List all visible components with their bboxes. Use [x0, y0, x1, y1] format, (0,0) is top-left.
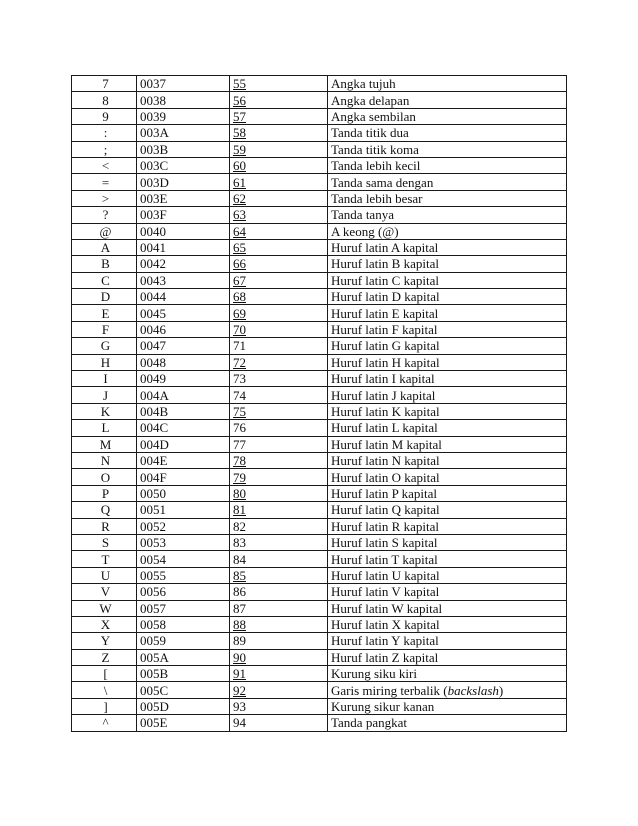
decimal-code-link[interactable]: 91: [233, 666, 246, 682]
decimal-code-cell: [230, 76, 328, 92]
table-row: [72, 272, 567, 288]
decimal-code-link[interactable]: 67: [233, 272, 246, 288]
table-row: [72, 141, 567, 157]
character-cell: ]: [72, 698, 137, 714]
description-text: Tanda sama dengan: [331, 174, 434, 190]
description-cell: [328, 715, 567, 731]
hex-code-cell: 005C: [137, 682, 230, 698]
decimal-code-cell: [230, 272, 328, 288]
description-cell: [328, 567, 567, 583]
character-cell: J: [72, 387, 137, 403]
description-cell: [328, 125, 567, 141]
decimal-code-text: 77: [233, 436, 246, 452]
table-row: [72, 190, 567, 206]
description-text: Huruf latin U kapital: [331, 567, 440, 583]
character-cell: F: [72, 321, 137, 337]
hex-code-cell: 003F: [137, 207, 230, 223]
hex-code-cell: 0059: [137, 633, 230, 649]
table-row: [72, 338, 567, 354]
character-cell: @: [72, 223, 137, 239]
table-row: [72, 289, 567, 305]
table-row: [72, 174, 567, 190]
decimal-code-link[interactable]: 79: [233, 469, 246, 485]
decimal-code-link[interactable]: 85: [233, 567, 246, 583]
table-row: [72, 534, 567, 550]
decimal-code-link[interactable]: 81: [233, 502, 246, 518]
description-cell: [328, 321, 567, 337]
character-cell: \: [72, 682, 137, 698]
description-cell: [328, 551, 567, 567]
character-cell: P: [72, 485, 137, 501]
description-cell: [328, 403, 567, 419]
hex-code-cell: 003E: [137, 190, 230, 206]
decimal-code-cell: [230, 321, 328, 337]
table-row: [72, 502, 567, 518]
character-cell: ^: [72, 715, 137, 731]
decimal-code-link[interactable]: 92: [233, 682, 246, 698]
table-row: [72, 239, 567, 255]
decimal-code-cell: [230, 436, 328, 452]
character-cell: T: [72, 551, 137, 567]
decimal-code-cell: [230, 600, 328, 616]
description-cell: [328, 305, 567, 321]
description-cell: [328, 502, 567, 518]
ascii-code-table: [71, 75, 567, 732]
decimal-code-link[interactable]: 66: [233, 256, 246, 272]
character-cell: ?: [72, 207, 137, 223]
table-row: [72, 633, 567, 649]
decimal-code-cell: [230, 715, 328, 731]
table-row: [72, 518, 567, 534]
description-cell: [328, 92, 567, 108]
table-row: [72, 698, 567, 714]
description-cell: [328, 436, 567, 452]
decimal-code-cell: [230, 567, 328, 583]
description-text: Huruf latin J kapital: [331, 387, 436, 403]
description-text: Huruf latin N kapital: [331, 453, 440, 469]
decimal-code-link[interactable]: 69: [233, 305, 246, 321]
decimal-code-text: 73: [233, 371, 246, 387]
description-text: Huruf latin T kapital: [331, 551, 438, 567]
hex-code-cell: 0040: [137, 223, 230, 239]
description-text: Angka delapan: [331, 92, 410, 108]
decimal-code-cell: [230, 223, 328, 239]
character-cell: 7: [72, 76, 137, 92]
hex-code-cell: 0039: [137, 108, 230, 124]
description-text: Huruf latin O kapital: [331, 469, 440, 485]
hex-code-cell: 0051: [137, 502, 230, 518]
character-cell: C: [72, 272, 137, 288]
description-cell: [328, 272, 567, 288]
description-cell: [328, 223, 567, 239]
description-cell: [328, 534, 567, 550]
description-text: Huruf latin G kapital: [331, 338, 440, 354]
hex-code-cell: 004E: [137, 452, 230, 468]
hex-code-cell: 003D: [137, 174, 230, 190]
decimal-code-cell: [230, 289, 328, 305]
description-cell: [328, 289, 567, 305]
decimal-code-cell: [230, 649, 328, 665]
hex-code-cell: 003A: [137, 125, 230, 141]
character-cell: U: [72, 567, 137, 583]
table-row: [72, 387, 567, 403]
decimal-code-cell: [230, 190, 328, 206]
decimal-code-link[interactable]: 59: [233, 141, 246, 157]
table-row: [72, 92, 567, 108]
table-row: [72, 567, 567, 583]
decimal-code-cell: [230, 633, 328, 649]
decimal-code-text: 74: [233, 387, 246, 403]
decimal-code-cell: [230, 157, 328, 173]
description-text: Huruf latin P kapital: [331, 485, 438, 501]
description-text: Tanda titik dua: [331, 125, 409, 141]
decimal-code-link[interactable]: 63: [233, 207, 246, 223]
description-cell: [328, 485, 567, 501]
description-text: Huruf latin B kapital: [331, 256, 439, 272]
table-row: [72, 584, 567, 600]
hex-code-cell: 0037: [137, 76, 230, 92]
description-cell: [328, 207, 567, 223]
description-text: Huruf latin X kapital: [331, 617, 440, 633]
hex-code-cell: 0048: [137, 354, 230, 370]
description-cell: [328, 633, 567, 649]
table-row: [72, 403, 567, 419]
hex-code-cell: 0050: [137, 485, 230, 501]
hex-code-cell: 004A: [137, 387, 230, 403]
description-text: Huruf latin E kapital: [331, 305, 439, 321]
character-cell: B: [72, 256, 137, 272]
description-text: Huruf latin I kapital: [331, 371, 435, 387]
description-cell: [328, 600, 567, 616]
decimal-code-cell: [230, 305, 328, 321]
hex-code-cell: 0045: [137, 305, 230, 321]
decimal-code-text: 93: [233, 699, 246, 715]
decimal-code-cell: [230, 698, 328, 714]
character-cell: S: [72, 534, 137, 550]
decimal-code-cell: [230, 371, 328, 387]
decimal-code-text: 76: [233, 420, 246, 436]
decimal-code-cell: [230, 141, 328, 157]
description-text: Huruf latin C kapital: [331, 272, 439, 288]
character-cell: W: [72, 600, 137, 616]
description-cell: [328, 387, 567, 403]
decimal-code-link[interactable]: 55: [233, 76, 246, 92]
table-row: [72, 436, 567, 452]
character-cell: K: [72, 403, 137, 419]
hex-code-cell: 003B: [137, 141, 230, 157]
character-cell: 8: [72, 92, 137, 108]
character-cell: 9: [72, 108, 137, 124]
hex-code-cell: 0043: [137, 272, 230, 288]
decimal-code-cell: [230, 256, 328, 272]
character-cell: O: [72, 469, 137, 485]
hex-code-cell: 005E: [137, 715, 230, 731]
decimal-code-cell: [230, 108, 328, 124]
character-cell: =: [72, 174, 137, 190]
decimal-code-link[interactable]: 68: [233, 289, 246, 305]
table-row: [72, 125, 567, 141]
table-row: [72, 452, 567, 468]
description-text-suffix: ): [498, 682, 504, 698]
decimal-code-link[interactable]: 62: [233, 190, 246, 206]
character-cell: <: [72, 157, 137, 173]
hex-code-cell: 0042: [137, 256, 230, 272]
description-cell: [328, 666, 567, 682]
hex-code-cell: 0049: [137, 371, 230, 387]
decimal-code-cell: [230, 403, 328, 419]
hex-code-cell: 004F: [137, 469, 230, 485]
description-cell: [328, 518, 567, 534]
description-text: Tanda lebih besar: [331, 190, 423, 206]
hex-code-cell: 005D: [137, 698, 230, 714]
character-cell: M: [72, 436, 137, 452]
description-text: Huruf latin F kapital: [331, 322, 438, 338]
character-cell: G: [72, 338, 137, 354]
hex-code-cell: 0055: [137, 567, 230, 583]
character-cell: X: [72, 616, 137, 632]
description-text: A keong (@): [331, 223, 399, 239]
table-row: [72, 469, 567, 485]
description-cell: [328, 649, 567, 665]
table-row: [72, 157, 567, 173]
table-row: [72, 600, 567, 616]
description-text: Huruf latin S kapital: [331, 535, 438, 551]
description-italic-term: backslash: [447, 682, 499, 698]
decimal-code-link[interactable]: 64: [233, 223, 246, 239]
character-cell: H: [72, 354, 137, 370]
character-cell: N: [72, 452, 137, 468]
hex-code-cell: 0038: [137, 92, 230, 108]
table-row: [72, 616, 567, 632]
table-row: [72, 305, 567, 321]
hex-code-cell: 0053: [137, 534, 230, 550]
description-text: Tanda titik koma: [331, 141, 419, 157]
table-row: [72, 485, 567, 501]
character-cell: L: [72, 420, 137, 436]
description-text: Huruf latin R kapital: [331, 518, 439, 534]
description-text: Huruf latin L kapital: [331, 420, 438, 436]
decimal-code-text: 87: [233, 600, 246, 616]
description-cell: [328, 420, 567, 436]
table-row: [72, 371, 567, 387]
description-text: Huruf latin Y kapital: [331, 633, 439, 649]
decimal-code-cell: [230, 174, 328, 190]
description-text: Huruf latin W kapital: [331, 600, 443, 616]
decimal-code-cell: [230, 338, 328, 354]
description-text: Angka sembilan: [331, 108, 416, 124]
ascii-table-body: [72, 76, 567, 732]
description-cell: [328, 174, 567, 190]
decimal-code-text: 89: [233, 633, 246, 649]
description-text: Garis miring terbalik (: [331, 682, 448, 698]
description-text: Tanda pangkat: [331, 715, 407, 731]
hex-code-cell: 004C: [137, 420, 230, 436]
character-cell: [: [72, 666, 137, 682]
hex-code-cell: 005B: [137, 666, 230, 682]
table-row: [72, 420, 567, 436]
hex-code-cell: 0047: [137, 338, 230, 354]
decimal-code-cell: [230, 239, 328, 255]
decimal-code-link[interactable]: 56: [233, 92, 246, 108]
decimal-code-link[interactable]: 65: [233, 240, 246, 256]
description-text: Huruf latin H kapital: [331, 354, 440, 370]
decimal-code-cell: [230, 469, 328, 485]
character-cell: R: [72, 518, 137, 534]
description-text: Huruf latin V kapital: [331, 584, 440, 600]
decimal-code-cell: [230, 92, 328, 108]
description-cell: [328, 239, 567, 255]
decimal-code-text: 83: [233, 535, 246, 551]
hex-code-cell: 0054: [137, 551, 230, 567]
decimal-code-cell: [230, 551, 328, 567]
character-cell: :: [72, 125, 137, 141]
decimal-code-cell: [230, 207, 328, 223]
table-row: [72, 76, 567, 92]
decimal-code-cell: [230, 485, 328, 501]
decimal-code-text: 86: [233, 584, 246, 600]
hex-code-cell: 0052: [137, 518, 230, 534]
description-cell: [328, 338, 567, 354]
decimal-code-link[interactable]: 75: [233, 404, 246, 419]
hex-code-cell: 004B: [137, 403, 230, 419]
description-cell: [328, 157, 567, 173]
description-cell: [328, 682, 567, 698]
decimal-code-text: 71: [233, 338, 246, 354]
table-row: [72, 108, 567, 124]
hex-code-cell: 0056: [137, 584, 230, 600]
description-text: Huruf latin M kapital: [331, 436, 442, 452]
character-cell: Y: [72, 633, 137, 649]
table-row: [72, 223, 567, 239]
description-text: Angka tujuh: [331, 76, 396, 92]
description-cell: [328, 469, 567, 485]
table-row: [72, 682, 567, 698]
hex-code-cell: 005A: [137, 649, 230, 665]
description-text: Kurung siku kiri: [331, 666, 417, 682]
description-text: Huruf latin Z kapital: [331, 649, 439, 665]
hex-code-cell: 0057: [137, 600, 230, 616]
description-cell: [328, 141, 567, 157]
description-cell: [328, 452, 567, 468]
decimal-code-link[interactable]: 70: [233, 322, 246, 338]
description-cell: [328, 371, 567, 387]
hex-code-cell: 0046: [137, 321, 230, 337]
character-cell: E: [72, 305, 137, 321]
description-cell: [328, 698, 567, 714]
table-row: [72, 321, 567, 337]
description-cell: [328, 354, 567, 370]
decimal-code-cell: [230, 584, 328, 600]
decimal-code-cell: [230, 616, 328, 632]
hex-code-cell: 003C: [137, 157, 230, 173]
decimal-code-text: 82: [233, 518, 246, 534]
decimal-code-cell: [230, 387, 328, 403]
character-cell: D: [72, 289, 137, 305]
character-cell: I: [72, 371, 137, 387]
table-row: [72, 256, 567, 272]
decimal-code-link[interactable]: 58: [233, 125, 246, 141]
description-text: Huruf latin D kapital: [331, 289, 440, 305]
decimal-code-link[interactable]: 78: [233, 453, 246, 469]
hex-code-cell: 0041: [137, 239, 230, 255]
description-text: Tanda tanya: [331, 207, 394, 223]
table-row: [72, 551, 567, 567]
description-cell: [328, 616, 567, 632]
description-cell: [328, 190, 567, 206]
decimal-code-cell: [230, 682, 328, 698]
decimal-code-cell: [230, 420, 328, 436]
character-cell: Q: [72, 502, 137, 518]
decimal-code-link[interactable]: 57: [233, 108, 246, 124]
decimal-code-link[interactable]: 88: [233, 617, 246, 633]
description-cell: [328, 584, 567, 600]
character-cell: A: [72, 239, 137, 255]
decimal-code-text: 94: [233, 715, 246, 731]
character-cell: V: [72, 584, 137, 600]
decimal-code-cell: [230, 534, 328, 550]
description-cell: [328, 256, 567, 272]
description-text: Kurung sikur kanan: [331, 699, 435, 715]
table-row: [72, 666, 567, 682]
decimal-code-link[interactable]: 90: [233, 649, 246, 665]
decimal-code-cell: [230, 125, 328, 141]
table-row: [72, 354, 567, 370]
decimal-code-link[interactable]: 61: [233, 174, 246, 190]
hex-code-cell: 0044: [137, 289, 230, 305]
character-cell: ;: [72, 141, 137, 157]
description-cell: [328, 108, 567, 124]
decimal-code-cell: [230, 518, 328, 534]
decimal-code-cell: [230, 666, 328, 682]
decimal-code-cell: [230, 452, 328, 468]
hex-code-cell: 0058: [137, 616, 230, 632]
decimal-code-link[interactable]: 80: [233, 485, 246, 501]
character-cell: >: [72, 190, 137, 206]
decimal-code-cell: [230, 502, 328, 518]
table-row: [72, 649, 567, 665]
description-text: Huruf latin K kapital: [331, 404, 440, 419]
decimal-code-text: 84: [233, 551, 246, 567]
decimal-code-link[interactable]: 60: [233, 158, 246, 174]
hex-code-cell: 004D: [137, 436, 230, 452]
description-text: Tanda lebih kecil: [331, 158, 421, 174]
decimal-code-link[interactable]: 72: [233, 354, 246, 370]
description-cell: [328, 76, 567, 92]
table-row: [72, 207, 567, 223]
decimal-code-cell: [230, 354, 328, 370]
description-text: Huruf latin Q kapital: [331, 502, 440, 518]
table-row: [72, 715, 567, 731]
character-cell: Z: [72, 649, 137, 665]
description-text: Huruf latin A kapital: [331, 240, 439, 256]
